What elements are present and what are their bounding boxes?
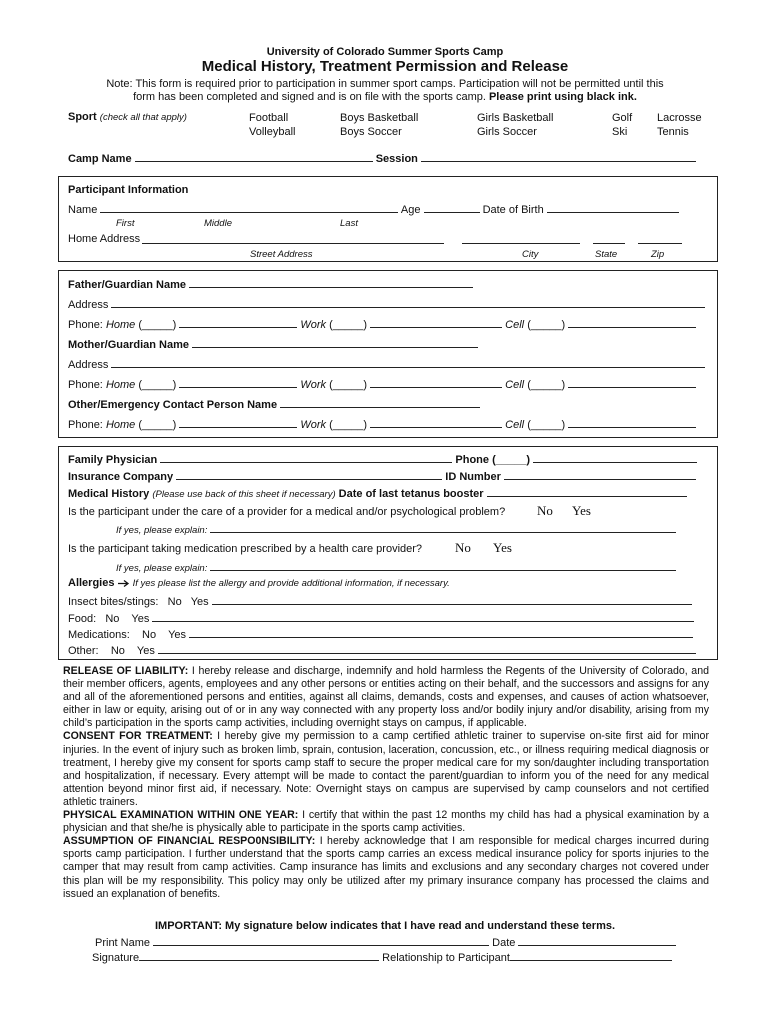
explain-label: If yes, please explain:: [116, 563, 208, 574]
sport-option[interactable]: Tennis: [657, 126, 689, 138]
area-code[interactable]: (_____): [527, 419, 566, 431]
print-name-label: Print Name: [95, 937, 151, 949]
dob-field[interactable]: [547, 202, 679, 213]
note-text: form has been completed and signed and is on file with the sports camp.: [133, 91, 486, 103]
physician-phone-field[interactable]: [533, 452, 697, 463]
page-title: Medical History, Treatment Permission and Release: [201, 58, 569, 75]
allergies-label: Allergies: [68, 577, 115, 589]
important-note: IMPORTANT: My signature below indicates that I have read and understand these terms.: [154, 920, 616, 932]
note-bold: Please print using black ink.: [488, 91, 637, 103]
sport-col-5: [657, 111, 702, 139]
name-row: [68, 202, 679, 216]
cell-label: Cell: [505, 419, 525, 431]
first-sublabel: First: [116, 218, 135, 229]
address-label: Address: [68, 359, 109, 371]
father-field[interactable]: [189, 277, 473, 288]
insect-row: [68, 594, 692, 608]
sport-option[interactable]: Boys Soccer: [340, 126, 402, 138]
father-address-field[interactable]: [111, 297, 705, 308]
release-paragraph: [63, 665, 709, 730]
note-line-2: [0, 91, 770, 103]
home-label: Home: [105, 319, 136, 331]
provider-explain-row: [116, 524, 676, 536]
home-label: Home: [105, 419, 136, 431]
sport-col-1: [249, 111, 295, 139]
cell-label: Cell: [505, 319, 525, 331]
sport-option[interactable]: Girls Basketball: [477, 112, 554, 124]
provider-no[interactable]: No: [537, 503, 553, 518]
history-hint: (Please use back of this sheet if necessary): [152, 489, 336, 500]
sport-label-row: [68, 111, 187, 123]
signature-row: [92, 950, 672, 964]
date-field[interactable]: [518, 935, 676, 946]
other-cell-field[interactable]: [568, 417, 696, 428]
state-field[interactable]: [593, 233, 625, 244]
provider-yes[interactable]: Yes: [572, 503, 591, 518]
exam-body: I certify that within the past 12 months my child has had a physical examination by a physician and that she/he is physically able to participate in the sports camp activities.: [63, 809, 709, 835]
financial-heading: ASSUMPTION OF FINANCIAL RESPO0NSIBILITY:: [63, 835, 316, 848]
area-code[interactable]: (_____): [527, 319, 566, 331]
signature-field[interactable]: [139, 950, 379, 961]
area-code[interactable]: (_____): [329, 319, 368, 331]
area-code[interactable]: (_____): [329, 419, 368, 431]
area-code[interactable]: (_____): [138, 379, 177, 391]
insurance-label: Insurance Company: [68, 471, 174, 483]
sport-option[interactable]: Golf: [612, 112, 633, 124]
print-name-row: [95, 935, 676, 949]
physician-phone-label: Phone: [455, 454, 490, 466]
print-name-field[interactable]: [153, 935, 489, 946]
insect-yes[interactable]: Yes: [190, 596, 209, 608]
last-sublabel: Last: [340, 218, 358, 229]
food-yes[interactable]: Yes: [131, 613, 150, 625]
history-label: Medical History: [68, 488, 150, 500]
name-field[interactable]: [100, 202, 398, 213]
other-allergy-field[interactable]: [158, 643, 696, 654]
father-address-row: [68, 297, 705, 311]
work-label: Work: [300, 379, 327, 391]
food-field[interactable]: [152, 611, 694, 622]
financial-paragraph: [63, 835, 709, 900]
street-field[interactable]: [142, 233, 444, 244]
medication-question: Is the participant taking medication prescribed by a health care provider?: [68, 543, 423, 555]
allergies-row: [68, 577, 450, 589]
sport-label: Sport: [68, 111, 97, 123]
guardians-box: [58, 270, 718, 438]
other-contact-field[interactable]: [280, 397, 480, 408]
camp-row: [68, 151, 696, 165]
other-contact-label: Other/Emergency Contact Person Name: [68, 399, 278, 411]
other-allergy-yes[interactable]: Yes: [136, 645, 155, 657]
insurance-field[interactable]: [176, 469, 442, 480]
signature-label: Signature: [92, 952, 140, 964]
phone-label: Phone:: [68, 319, 103, 331]
father-row: [68, 277, 473, 291]
physician-field[interactable]: [160, 452, 452, 463]
father-label: Father/Guardian Name: [68, 279, 186, 291]
mother-work-field[interactable]: [370, 377, 502, 388]
sport-col-3: [477, 111, 553, 139]
exam-heading: PHYSICAL EXAMINATION WITHIN ONE YEAR:: [63, 809, 299, 822]
release-heading: RELEASE OF LIABILITY:: [63, 665, 189, 677]
consent-paragraph: [63, 730, 709, 809]
id-number-label: ID Number: [445, 471, 501, 483]
physician-label: Family Physician: [68, 454, 158, 466]
home-address-row: [68, 233, 140, 245]
explain-label: If yes, please explain:: [116, 525, 208, 536]
father-work-field[interactable]: [370, 317, 502, 328]
sport-hint: (check all that apply): [99, 112, 187, 123]
father-home-field[interactable]: [179, 317, 297, 328]
father-cell-field[interactable]: [568, 317, 696, 328]
tetanus-field[interactable]: [487, 486, 687, 497]
medications-label: Medications:: [68, 629, 130, 641]
medications-row: [68, 627, 693, 641]
name-label: Name: [68, 204, 98, 216]
mother-phone-row: [68, 377, 696, 391]
participant-heading: Participant Information: [68, 184, 189, 196]
date-label: Date: [492, 937, 516, 949]
state-sublabel: State: [595, 249, 618, 260]
other-allergy-label: Other:: [68, 645, 99, 657]
mother-address-field[interactable]: [111, 357, 705, 368]
city-field[interactable]: [462, 233, 580, 244]
session-field[interactable]: [421, 151, 696, 162]
cell-label: Cell: [505, 379, 525, 391]
medication-yes[interactable]: Yes: [493, 540, 512, 555]
release-text: [63, 665, 709, 901]
mother-row: [68, 337, 478, 351]
work-label: Work: [300, 319, 327, 331]
session-label: Session: [375, 153, 418, 165]
insect-no[interactable]: No: [167, 596, 182, 608]
note-line-1: Note: This form is required prior to participation in summer sport camps. Participation will not be permitted until this: [106, 78, 664, 90]
consent-heading: CONSENT FOR TREATMENT:: [63, 730, 213, 743]
medications-no[interactable]: No: [142, 629, 157, 641]
relationship-label: Relationship to Participant: [382, 952, 510, 964]
insect-label: Insect bites/stings:: [68, 596, 159, 608]
age-field[interactable]: [424, 202, 480, 213]
medication-explain-row: [116, 562, 676, 574]
phone-label: Phone:: [68, 379, 103, 391]
food-no[interactable]: No: [105, 613, 120, 625]
mother-field[interactable]: [192, 337, 478, 348]
allergies-hint: If yes please list the allergy and provide additional information, if necessary.: [132, 578, 450, 589]
medication-question-row: [68, 543, 422, 555]
medication-no[interactable]: No: [455, 540, 471, 555]
food-label: Food:: [68, 613, 97, 625]
address-label: Address: [68, 299, 109, 311]
home-label: Home: [105, 379, 136, 391]
area-code[interactable]: (_____): [138, 419, 177, 431]
other-phone-row: [68, 417, 696, 431]
home-address-label: Home Address: [68, 233, 141, 245]
arrow-right-icon: [118, 579, 130, 588]
sport-option[interactable]: Girls Soccer: [477, 126, 537, 138]
sport-col-4: [612, 111, 632, 139]
camp-name-field[interactable]: [135, 151, 373, 162]
medications-field[interactable]: [189, 627, 693, 638]
sport-col-2: [340, 111, 418, 139]
phone-label: Phone:: [68, 419, 103, 431]
middle-sublabel: Middle: [204, 218, 232, 229]
org-name: University of Colorado Summer Sports Camp: [266, 46, 504, 58]
history-row: [68, 486, 687, 500]
other-home-field[interactable]: [179, 417, 297, 428]
mother-home-field[interactable]: [179, 377, 297, 388]
release-body: I hereby release and discharge, indemnify and hold harmless the Regents of the University of Colorado, and their member officers, agents, employees and any other persons or entities acting on their behalf, and the successors and assigns for any and all of the aforementioned persons and entities, against all claims, demands, costs and expenses, and causes of action whatsoever, either in law or equity, arising out of or in any way connected with any property loss and/or bodily injury and/or disability, arising from my child’s participation in the sports camp activities, including overnight stays on campus, if applicable.: [63, 665, 709, 730]
father-phone-row: [68, 317, 696, 331]
other-work-field[interactable]: [370, 417, 502, 428]
street-sublabel: Street Address: [250, 249, 313, 260]
sport-option[interactable]: Lacrosse: [657, 112, 702, 124]
mother-address-row: [68, 357, 705, 371]
food-row: [68, 611, 694, 625]
provider-explain-field[interactable]: [210, 524, 676, 533]
insurance-row: [68, 469, 696, 483]
area-code[interactable]: (_____): [138, 319, 177, 331]
work-label: Work: [300, 419, 327, 431]
provider-question: Is the participant under the care of a provider for a medical and/or psychological problem?: [68, 506, 506, 518]
other-contact-row: [68, 397, 480, 411]
dob-label: Date of Birth: [482, 204, 544, 216]
other-allergy-row: [68, 643, 696, 657]
camp-name-label: Camp Name: [68, 153, 132, 165]
sport-option[interactable]: Boys Basketball: [340, 112, 419, 124]
sport-option[interactable]: Volleyball: [249, 126, 296, 138]
tetanus-label: Date of last tetanus booster: [338, 488, 484, 500]
medications-yes[interactable]: Yes: [168, 629, 187, 641]
zip-field[interactable]: [638, 233, 682, 244]
area-code[interactable]: (_____): [329, 379, 368, 391]
medication-explain-field[interactable]: [210, 562, 676, 571]
provider-question-row: [68, 506, 505, 518]
area-code[interactable]: (_____): [492, 454, 530, 466]
physician-row: [68, 452, 697, 466]
sport-option[interactable]: Football: [249, 112, 289, 124]
other-allergy-no[interactable]: No: [110, 645, 125, 657]
insect-field[interactable]: [212, 594, 692, 605]
age-label: Age: [400, 204, 421, 216]
area-code[interactable]: (_____): [527, 379, 566, 391]
mother-label: Mother/Guardian Name: [68, 339, 190, 351]
mother-cell-field[interactable]: [568, 377, 696, 388]
relationship-field[interactable]: [510, 950, 672, 961]
city-sublabel: City: [522, 249, 539, 260]
zip-sublabel: Zip: [651, 249, 665, 260]
exam-paragraph: [63, 809, 709, 835]
consent-body: I hereby give my permission to a camp certified athletic trainer to supervise on-site first aid for minor injuries. In the event of injury such as broken limb, sprain, contusion, laceration, concussion, etc., or illness requiring medical diagnosis or treatment, I hereby give my consent for sports camp staff to secure the proper medical care for my son/daughter including transportation and hospitalization, if necessary. Every attempt will be made to contact the parent/guardian to inform you of the need for any medical attention beyond minor first aid, if necessary. Note: Overnight stays on campus are supervised by camp counselors and not certified athletic trainers.: [63, 730, 709, 808]
sport-option[interactable]: Ski: [612, 126, 628, 138]
id-number-field[interactable]: [504, 469, 696, 480]
financial-body: I hereby acknowledge that I am responsible for medical charges incurred during sports camp participation. I further understand that the sports camp carries an excess medical insurance policy for sports injuries to the camper that may result from camp activities. Camp insurance has limits and exclusions and any secondary charges not covered under this plan will be my responsibility. This policy may only be utilized after my primary insurance company has processed the claims and issued an explanation of benefits.: [63, 835, 709, 900]
